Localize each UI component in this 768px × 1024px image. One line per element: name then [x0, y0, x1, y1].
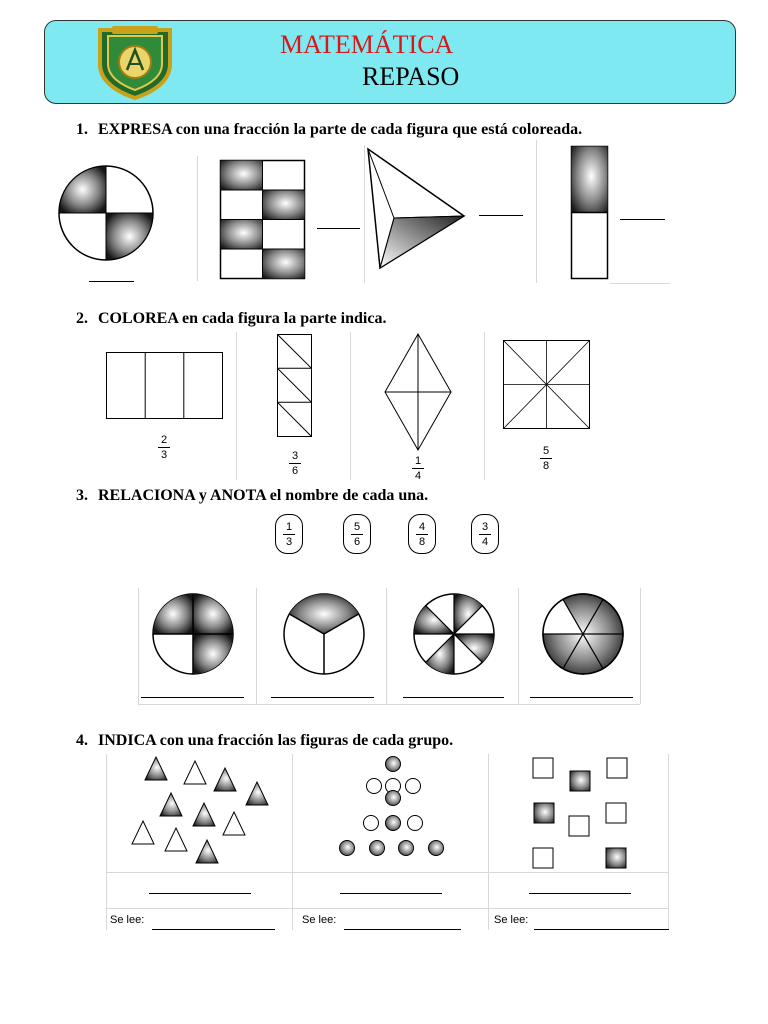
checker-rectangle-figure — [220, 160, 306, 280]
answer-line[interactable] — [620, 219, 665, 220]
answer-line[interactable] — [149, 893, 251, 894]
circle-sixths-figure — [541, 592, 625, 676]
divider — [256, 588, 257, 704]
section3-text: el nombre de cada una. — [265, 487, 429, 504]
section2-heading — [76, 310, 386, 328]
se-lee-label: Se lee: — [494, 914, 529, 926]
divider — [197, 156, 198, 281]
fraction-option[interactable]: $\frac{3}{4}$ — [471, 514, 499, 554]
circles-group-figure — [333, 753, 449, 861]
divider — [386, 588, 387, 704]
divider — [668, 754, 669, 930]
divider — [138, 588, 139, 704]
section4-keyword: INDICA — [98, 732, 156, 749]
fraction-option[interactable]: $\frac{5}{6}$ — [343, 514, 371, 554]
divider — [138, 704, 640, 705]
section1-keyword: EXPRESA — [98, 121, 172, 138]
section3-connector: y — [194, 487, 211, 504]
fraction-option[interactable]: $\frac{4}{8}$ — [408, 514, 436, 554]
divider — [106, 908, 668, 909]
answer-line[interactable] — [530, 697, 633, 698]
answer-line[interactable] — [340, 893, 442, 894]
page-title: MATEMÁTICA — [280, 30, 454, 59]
answer-line[interactable] — [317, 228, 360, 229]
rhombus-figure — [384, 333, 452, 451]
answer-line[interactable] — [479, 215, 523, 216]
fraction-label: 3 6 — [289, 450, 301, 477]
divider — [484, 332, 485, 480]
divider — [106, 754, 107, 930]
section3-keyword2: ANOTA — [210, 487, 266, 504]
section4-number: 4. — [76, 732, 88, 749]
section2-keyword: COLOREA — [98, 310, 179, 327]
section1-heading — [76, 121, 582, 139]
section4-text: con una fracción las figuras de cada grupo. — [155, 732, 454, 749]
se-lee-label: Se lee: — [302, 914, 337, 926]
answer-line[interactable] — [152, 929, 275, 930]
divider — [488, 754, 489, 930]
section2-text: en cada figura la parte indica. — [178, 310, 387, 327]
fraction-label: 5 8 — [540, 445, 552, 472]
answer-line[interactable] — [271, 697, 374, 698]
rectangle-sixths-figure — [277, 334, 313, 438]
squares-group-figure — [528, 755, 634, 871]
divider — [640, 588, 641, 704]
divider — [536, 140, 537, 283]
divider — [518, 588, 519, 704]
answer-line[interactable] — [89, 281, 134, 282]
circle-quarters-figure — [151, 592, 235, 676]
triangles-group-figure — [128, 755, 274, 870]
divider — [106, 872, 668, 873]
school-crest-logo — [92, 24, 178, 100]
triangle-figure — [366, 148, 468, 270]
section1-number: 1. — [76, 121, 88, 138]
se-lee-label: Se lee: — [110, 914, 145, 926]
circle-eighths-figure — [412, 592, 496, 676]
square-eighths-figure — [503, 340, 591, 430]
section1-text: con una fracción la parte de cada figura que está coloreada. — [171, 121, 583, 138]
section4-heading — [76, 732, 453, 750]
rectangle-thirds-figure — [106, 352, 224, 420]
divider — [350, 332, 351, 480]
divider — [364, 145, 365, 283]
fraction-label: 2 3 — [158, 434, 170, 461]
answer-line[interactable] — [529, 893, 631, 894]
section3-number: 3. — [76, 487, 88, 504]
section2-number: 2. — [76, 310, 88, 327]
fraction-label: 1 4 — [412, 455, 424, 482]
circle-thirds-figure — [282, 592, 366, 676]
divider — [292, 754, 293, 930]
answer-line[interactable] — [534, 929, 669, 930]
page-subtitle: REPASO — [362, 62, 460, 91]
answer-line[interactable] — [344, 929, 461, 930]
section3-heading — [76, 487, 428, 505]
divider — [236, 332, 237, 480]
answer-line[interactable] — [403, 697, 504, 698]
answer-line[interactable] — [141, 697, 244, 698]
half-rectangle-figure — [571, 146, 609, 280]
section3-keyword: RELACIONA — [98, 487, 195, 504]
fraction-option[interactable]: $\frac{1}{3}$ — [275, 514, 303, 554]
circle-quarters-figure — [56, 163, 156, 263]
divider — [610, 283, 670, 284]
